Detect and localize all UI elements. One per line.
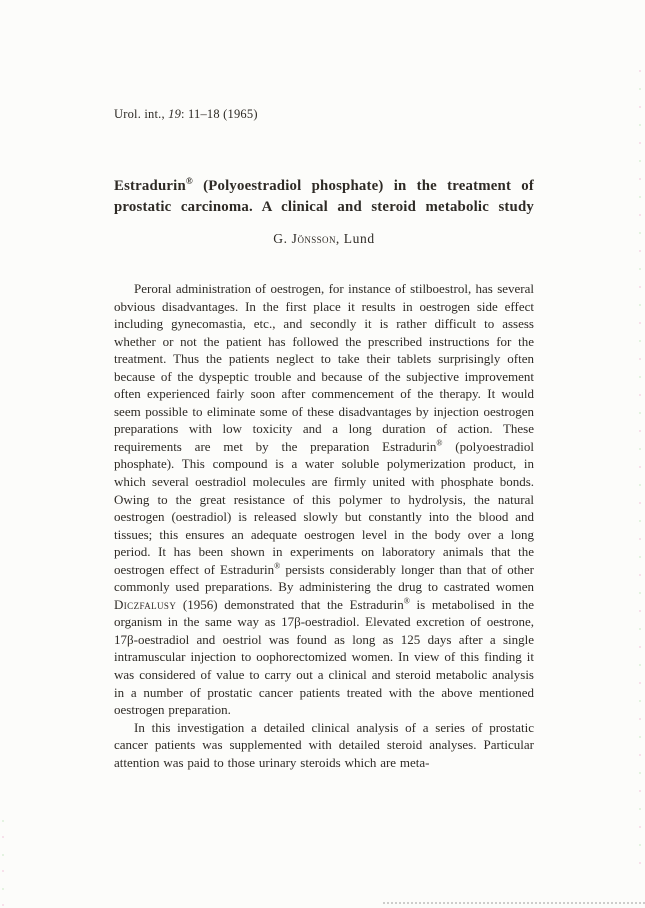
text-segment: persists considerably longer than that of other commonly used preparations. By administering the drug to castrated women — [114, 561, 534, 595]
body-paragraph — [114, 719, 534, 772]
paper-title — [114, 176, 534, 218]
text-segment: Peroral administration of oestrogen, for instance of stilboestrol, has several obvious disadvantages. In the first place it results in oestrogen side effect including gynecomastia, etc., and secondly it is rather difficult to assess whether or not the patient has followed the prescribed instructions for the treatment. Thus the patients neglect to take their tablets surprisingly often because of the dyspeptic trouble and because of the subjective improvement often experienced fairly soon after commencement of the therapy. It would seem possible to eliminate some of these disadvantages by injection oestrogen preparations with low toxicity and a long duration of action. These requirements are met by the preparation Estradurin — [114, 281, 534, 454]
article-body — [114, 280, 534, 771]
text-segment: (polyoestradiol phosphate). This compound is a water soluble polymerization product, in which several oestradiol molecules are firmly united with phosphate bonds. Owing to the great resistance of this polymer to hydrolysis, the natural oestrogen (oestradiol) is released slowly but constantly into the blood and tissues; this ensures an adequate oestrogen level in the body over a long period. It has been shown in experiments on laboratory animals that the oestrogen effect of Estradurin — [114, 438, 534, 577]
text-segment: G. J — [273, 231, 298, 246]
text-segment: Diczfalusy — [114, 596, 177, 612]
text-segment: Estradurin — [114, 178, 186, 194]
body-paragraph — [114, 280, 534, 719]
text-segment: : 11–18 (1965) — [181, 107, 258, 121]
text-segment: ® — [403, 596, 410, 606]
text-segment: ® — [436, 438, 443, 448]
text-segment: ® — [185, 176, 193, 187]
text-segment: (Polyoestradiol phosphate) in the treatment of prostatic carcinoma. A clinical and steroid metabolic study — [114, 178, 534, 215]
author-line — [114, 231, 534, 247]
text-segment: 19 — [168, 107, 182, 121]
text-segment: In this investigation a detailed clinical analysis of a series of prostatic cancer patients was supplemented with detailed steroid analyses. Particular attention was paid to those urinary steroids which are meta- — [114, 719, 534, 770]
text-segment: önsson — [297, 231, 336, 246]
scan-artifact-bottom-dotted-line — [383, 902, 645, 904]
journal-citation — [114, 107, 534, 122]
scan-artifact-left-edge-marks — [2, 820, 4, 908]
text-segment: ® — [274, 561, 281, 571]
text-segment: (1956) demonstrated that the Estradurin — [176, 596, 404, 612]
text-segment: is metabolised in the organism in the same way as 17β-oestradiol. Elevated excretion of oestrone, 17β-oestradiol and oestriol was found as long as 125 days after a single intramuscular injection to oophorectomized women. In view of this finding it was considered of value to carry out a clinical and steroid metabolic analysis in a number of prostatic cancer patients treated with the above mentioned oestrogen preparation. — [114, 596, 534, 718]
text-segment: Urol. int., — [114, 107, 169, 121]
scan-artifact-right-edge-marks — [639, 70, 641, 880]
text-segment: , Lund — [335, 231, 375, 246]
